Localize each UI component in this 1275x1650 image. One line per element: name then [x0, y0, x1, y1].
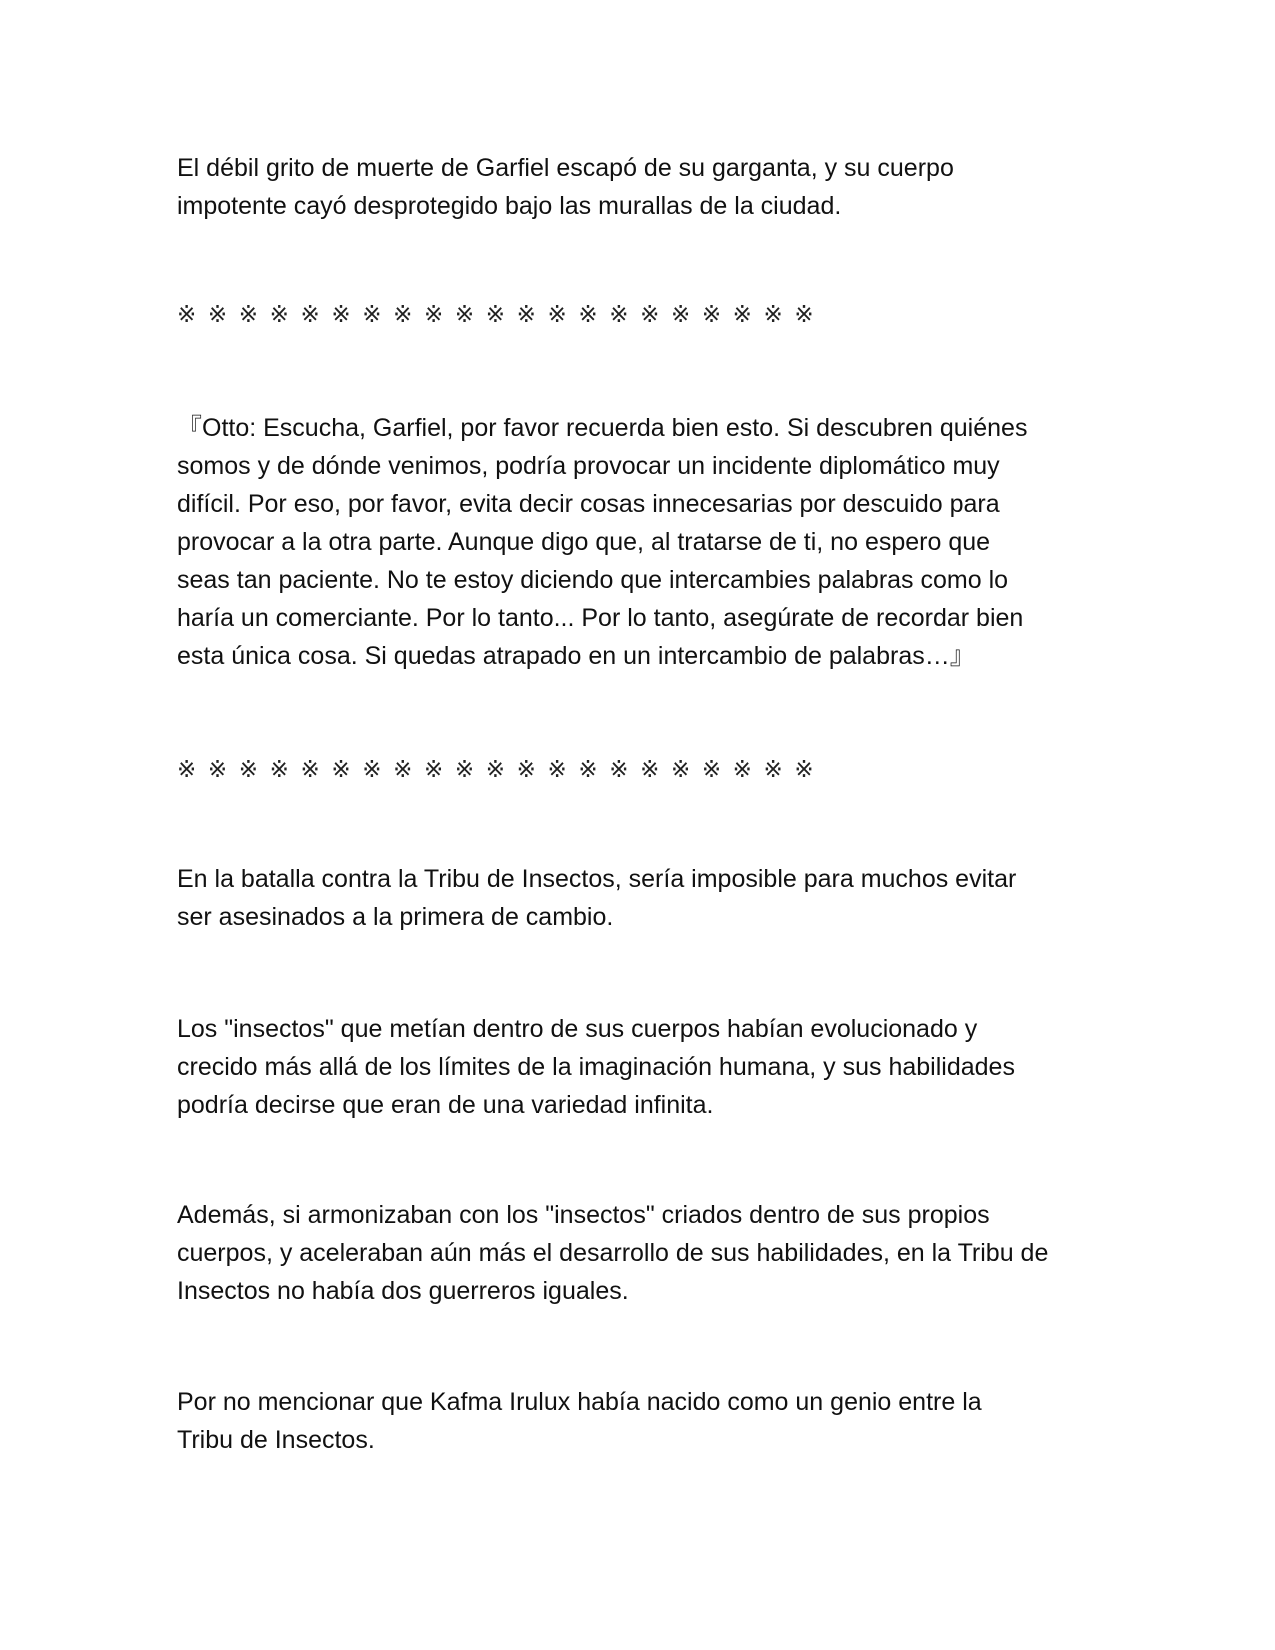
- text-line: seas tan paciente. No te estoy diciendo que intercambies palabras como lo: [177, 566, 1009, 594]
- text-line: Insectos no había dos guerreros iguales.: [177, 1277, 629, 1305]
- paragraph-insect-tribe-battle: [177, 860, 1107, 936]
- paragraph-warriors-unique: [177, 1196, 1107, 1310]
- section-separator: ※※※※※※※※※※※※※※※※※※※※※: [177, 302, 826, 328]
- text-line: Tribu de Insectos.: [177, 1426, 375, 1454]
- paragraph-garfiel-death: [177, 149, 1107, 225]
- text-line: Además, si armonizaban con los "insectos" criados dentro de sus propios: [177, 1201, 990, 1229]
- text-line: 『Otto: Escucha, Garfiel, por favor recuerda bien esto. Si descubren quiénes: [177, 414, 1028, 442]
- paragraph-kafma-genius: [177, 1383, 1107, 1459]
- text-line: haría un comerciante. Por lo tanto... Por lo tanto, asegúrate de recordar bien: [177, 604, 1024, 632]
- text-line: provocar a la otra parte. Aunque digo que, al tratarse de ti, no espero que: [177, 528, 991, 556]
- text-line: esta única cosa. Si quedas atrapado en un intercambio de palabras…』: [177, 642, 975, 670]
- text-line: En la batalla contra la Tribu de Insectos, sería imposible para muchos evitar: [177, 865, 1017, 893]
- text-line: El débil grito de muerte de Garfiel escapó de su garganta, y su cuerpo: [177, 154, 954, 182]
- text-line: impotente cayó desprotegido bajo las murallas de la ciudad.: [177, 192, 842, 220]
- text-line: cuerpos, y aceleraban aún más el desarrollo de sus habilidades, en la Tribu de: [177, 1239, 1049, 1267]
- text-line: somos y de dónde venimos, podría provocar un incidente diplomático muy: [177, 452, 1000, 480]
- text-line: Los "insectos" que metían dentro de sus cuerpos habían evolucionado y: [177, 1015, 978, 1043]
- paragraph-otto-quote: [177, 409, 1107, 675]
- section-separator: ※※※※※※※※※※※※※※※※※※※※※: [177, 757, 826, 783]
- paragraph-insects-evolution: [177, 1010, 1107, 1124]
- text-line: crecido más allá de los límites de la imaginación humana, y sus habilidades: [177, 1053, 1015, 1081]
- text-line: Por no mencionar que Kafma Irulux había nacido como un genio entre la: [177, 1388, 982, 1416]
- text-line: ser asesinados a la primera de cambio.: [177, 903, 614, 931]
- text-line: difícil. Por eso, por favor, evita decir cosas innecesarias por descuido para: [177, 490, 1000, 518]
- text-line: podría decirse que eran de una variedad infinita.: [177, 1091, 714, 1119]
